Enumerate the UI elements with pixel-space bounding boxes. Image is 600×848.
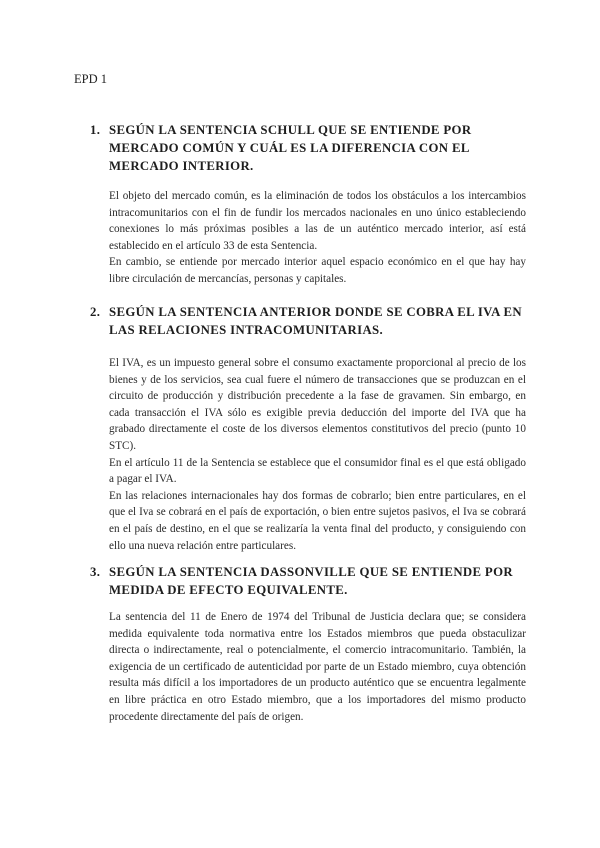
section-number: 3. (90, 565, 101, 579)
section-heading (90, 303, 526, 339)
section-title: SEGÚN LA SENTENCIA DASSONVILLE QUE SE ENTIENDE POR MEDIDA DE EFECTO EQUIVALENTE. (109, 565, 513, 597)
section-body (109, 609, 526, 725)
section-heading (90, 121, 526, 175)
section-title: SEGÚN LA SENTENCIA SCHULL QUE SE ENTIENDE POR MERCADO COMÚN Y CUÁL ES LA DIFERENCIA CON EL MERCADO INTERIOR. (109, 123, 472, 173)
section-number: 1. (90, 123, 101, 137)
paragraph: En el artículo 11 de la Sentencia se establece que el consumidor final es el que está obligado a pagar el IVA. (109, 456, 526, 486)
section-2 (90, 303, 526, 554)
section-1 (90, 121, 526, 288)
paragraph: El objeto del mercado común, es la eliminación de todos los obstáculos a los intercambios intracomunitarios con el fin de fundir los mercados nacionales en uno único estableciendo conexiones lo más próximas posibles a las de un auténtico mercado interior, así está establecido en el artículo 33 de esta Sentencia. (109, 190, 526, 252)
paragraph: En cambio, se entiende por mercado interior aquel espacio económico en el que hay hay libre circulación de mercancías, personas y capitales. (109, 256, 526, 285)
section-heading (90, 563, 526, 599)
section-body (109, 355, 526, 554)
section-title: SEGÚN LA SENTENCIA ANTERIOR DONDE SE COBRA EL IVA EN LAS RELACIONES INTRACOMUNITARIAS. (109, 305, 523, 337)
paragraph: La sentencia del 11 de Enero de 1974 del Tribunal de Justicia declara que; se considera medida equivalente toda normativa entre los Estados miembros que pueda obstaculizar directa o indirectamente, real o potencialmente, el comercio intracomunitario. También, la exigencia de un certificado de autenticidad por parte de un Estado miembro, cuya obtención resulta más difícil a los importadores de un producto auténtico que se encuentra legalmente en libre práctica en otro Estado miembro, que a los importadores del mismo producto procedente directamente del país de origen. (109, 611, 526, 723)
section-3 (90, 563, 526, 725)
paragraph: En las relaciones internacionales hay dos formas de cobrarlo; bien entre particulares, en el que el Iva se cobrará en el país de exportación, o bien entre sujetos pasivos, el Iva se cobrará en el país de destino, en el que se realizaría la venta final del producto, y consiguiendo con ello una nueva relación entre particulares. (109, 489, 526, 552)
paragraph: El IVA, es un impuesto general sobre el consumo exactamente proporcional al precio de los bienes y de los servicios, sea cual fuere el número de transacciones que se produzcan en el circuito de producción y distribución precedente a la fase de gravamen. Sin embargo, en cada transacción el IVA sólo es exigible previa deducción del importe del IVA que ha grabado directamente el coste de los diversos elementos constitutivos del precio (punto 10 STC). (109, 357, 526, 452)
document-label: EPD 1 (74, 72, 107, 86)
section-number: 2. (90, 305, 101, 319)
section-body (109, 188, 526, 288)
